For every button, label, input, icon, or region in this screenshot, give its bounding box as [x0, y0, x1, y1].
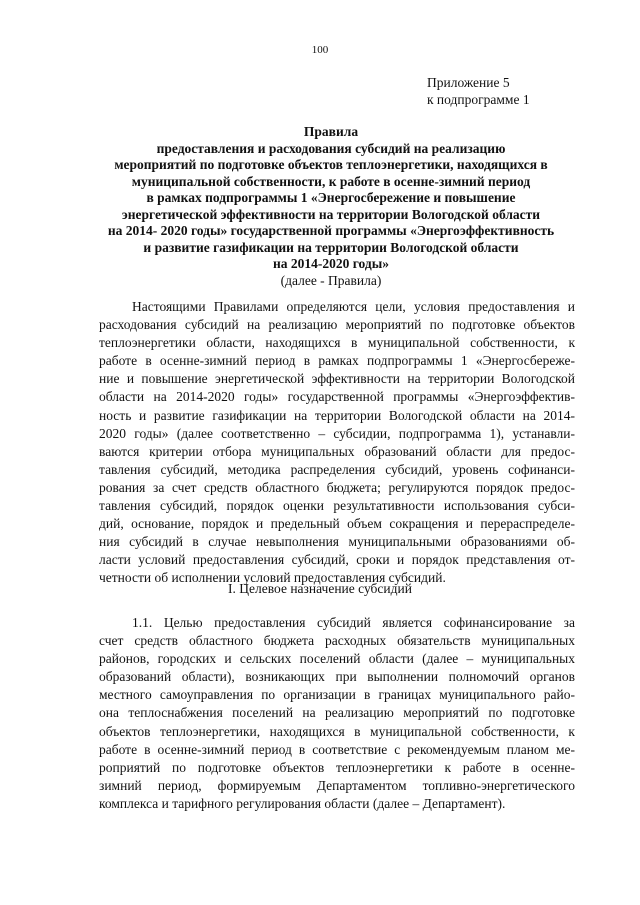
appendix-line-1: Приложение 5 — [427, 75, 510, 90]
paragraph-line: ваются критерии отбора муниципальных образований области для предос- — [99, 443, 575, 459]
paragraph-line: роприятий по подготовке объектов теплоэнергетики к работе в осенне- — [99, 759, 575, 775]
paragraph-line: ния субсидий в случае невыполнения муниципальными образованиями об- — [99, 534, 575, 550]
title-line: предоставления и расходования субсидий на реализацию — [156, 140, 506, 156]
paragraph-line: местного самоуправления по организации в границах муниципального райо- — [99, 687, 575, 703]
paragraph-line: работе в осенне-зимний период в соответствие с рекомендуемым планом ме- — [99, 741, 575, 757]
paragraph-line: районов, городских и сельских поселений области (далее – муниципальных — [99, 651, 575, 667]
title-line: мероприятий по подготовке объектов теплоэнергетики, находящихся в — [114, 157, 548, 172]
title-line: на 2014-2020 годы» — [272, 256, 390, 271]
title-line: на 2014- 2020 годы» государственной программы «Энергоэффективность — [107, 223, 555, 238]
title-heading: Правила — [303, 124, 359, 139]
paragraph-line: четности об исполнении условий предоставления субсидий. — [99, 570, 446, 586]
title-note: (далее - Правила) — [280, 272, 382, 288]
section-heading: I. Целевое назначение субсидий — [228, 581, 412, 596]
appendix-line-2: к подпрограмме 1 — [427, 92, 530, 107]
paragraph-line: комплекса и тарифного регулирования области (далее – Департамент). — [99, 795, 506, 811]
paragraph-1-1 — [99, 614, 575, 813]
paragraph-line: зимний период, формируемым Департаментом топливно-энергетического — [99, 777, 575, 793]
paragraph-line: счет средств областного бюджета расходных обязательств муниципальных — [99, 633, 575, 649]
page-number: 100 — [311, 44, 329, 56]
paragraph-line: ние и повышение энергетической эффективности на территории Вологодской — [99, 371, 575, 387]
title-line: энергетической эффективности на территории Вологодской области — [121, 206, 541, 222]
paragraph-line: она теплоснабжения поселений на реализацию мероприятий по подготовке — [99, 705, 575, 721]
paragraph-line: теплоэнергетики области, находящихся в муниципальной собственности, к — [99, 335, 575, 351]
paragraph-line: ласти условий предоставления субсидий, сроки и порядок представления от- — [99, 552, 575, 568]
paragraph-line: объектов теплоэнергетики, находящихся в муниципальной собственности, к — [99, 723, 575, 739]
paragraph-line: дий, основание, порядок и предельный объем сокращения и перераспределе- — [99, 516, 575, 532]
paragraph-line: образований области), возникающих при выполнении полномочий органов — [99, 669, 575, 685]
paragraph-line: рования за счет средств областного бюджета; регулируются порядок предос- — [99, 479, 575, 495]
appendix-note — [427, 74, 530, 108]
document-title — [88, 124, 574, 289]
paragraph-line: 2020 годы» (далее соответственно – субсидии, подпрограмма 1), устанавли- — [99, 425, 575, 441]
paragraph-line: области на 2014-2020 годы» государственной программы «Энергоэффектив- — [99, 389, 575, 405]
paragraph-line: тавления субсидий, методика распределения субсидий, уровень софинанси- — [99, 461, 575, 477]
paragraph-line: тавления субсидий, порядок оценки результативности использования субси- — [99, 498, 575, 514]
paragraph-line: расходования субсидий на реализацию мероприятий по подготовке объектов — [99, 317, 575, 333]
title-line: муниципальной собственности, к работе в осенне-зимний период — [131, 173, 531, 189]
paragraph-line: 1.1. Целью предоставления субсидий является софинансирование за — [132, 615, 575, 630]
paragraph-line: работе в осенне-зимний период в рамках подпрограммы 1 «Энергосбереже- — [99, 353, 575, 369]
paragraph-line: Настоящими Правилами определяются цели, условия предоставления и — [132, 299, 575, 314]
intro-paragraph — [99, 298, 575, 588]
title-line: и развитие газификации на территории Вологодской области — [143, 239, 519, 255]
paragraph-line: ность и развитие газификации на территории Вологодской области на 2014- — [99, 407, 575, 423]
title-line: в рамках подпрограммы 1 «Энергосбережение и повышение — [146, 190, 516, 205]
